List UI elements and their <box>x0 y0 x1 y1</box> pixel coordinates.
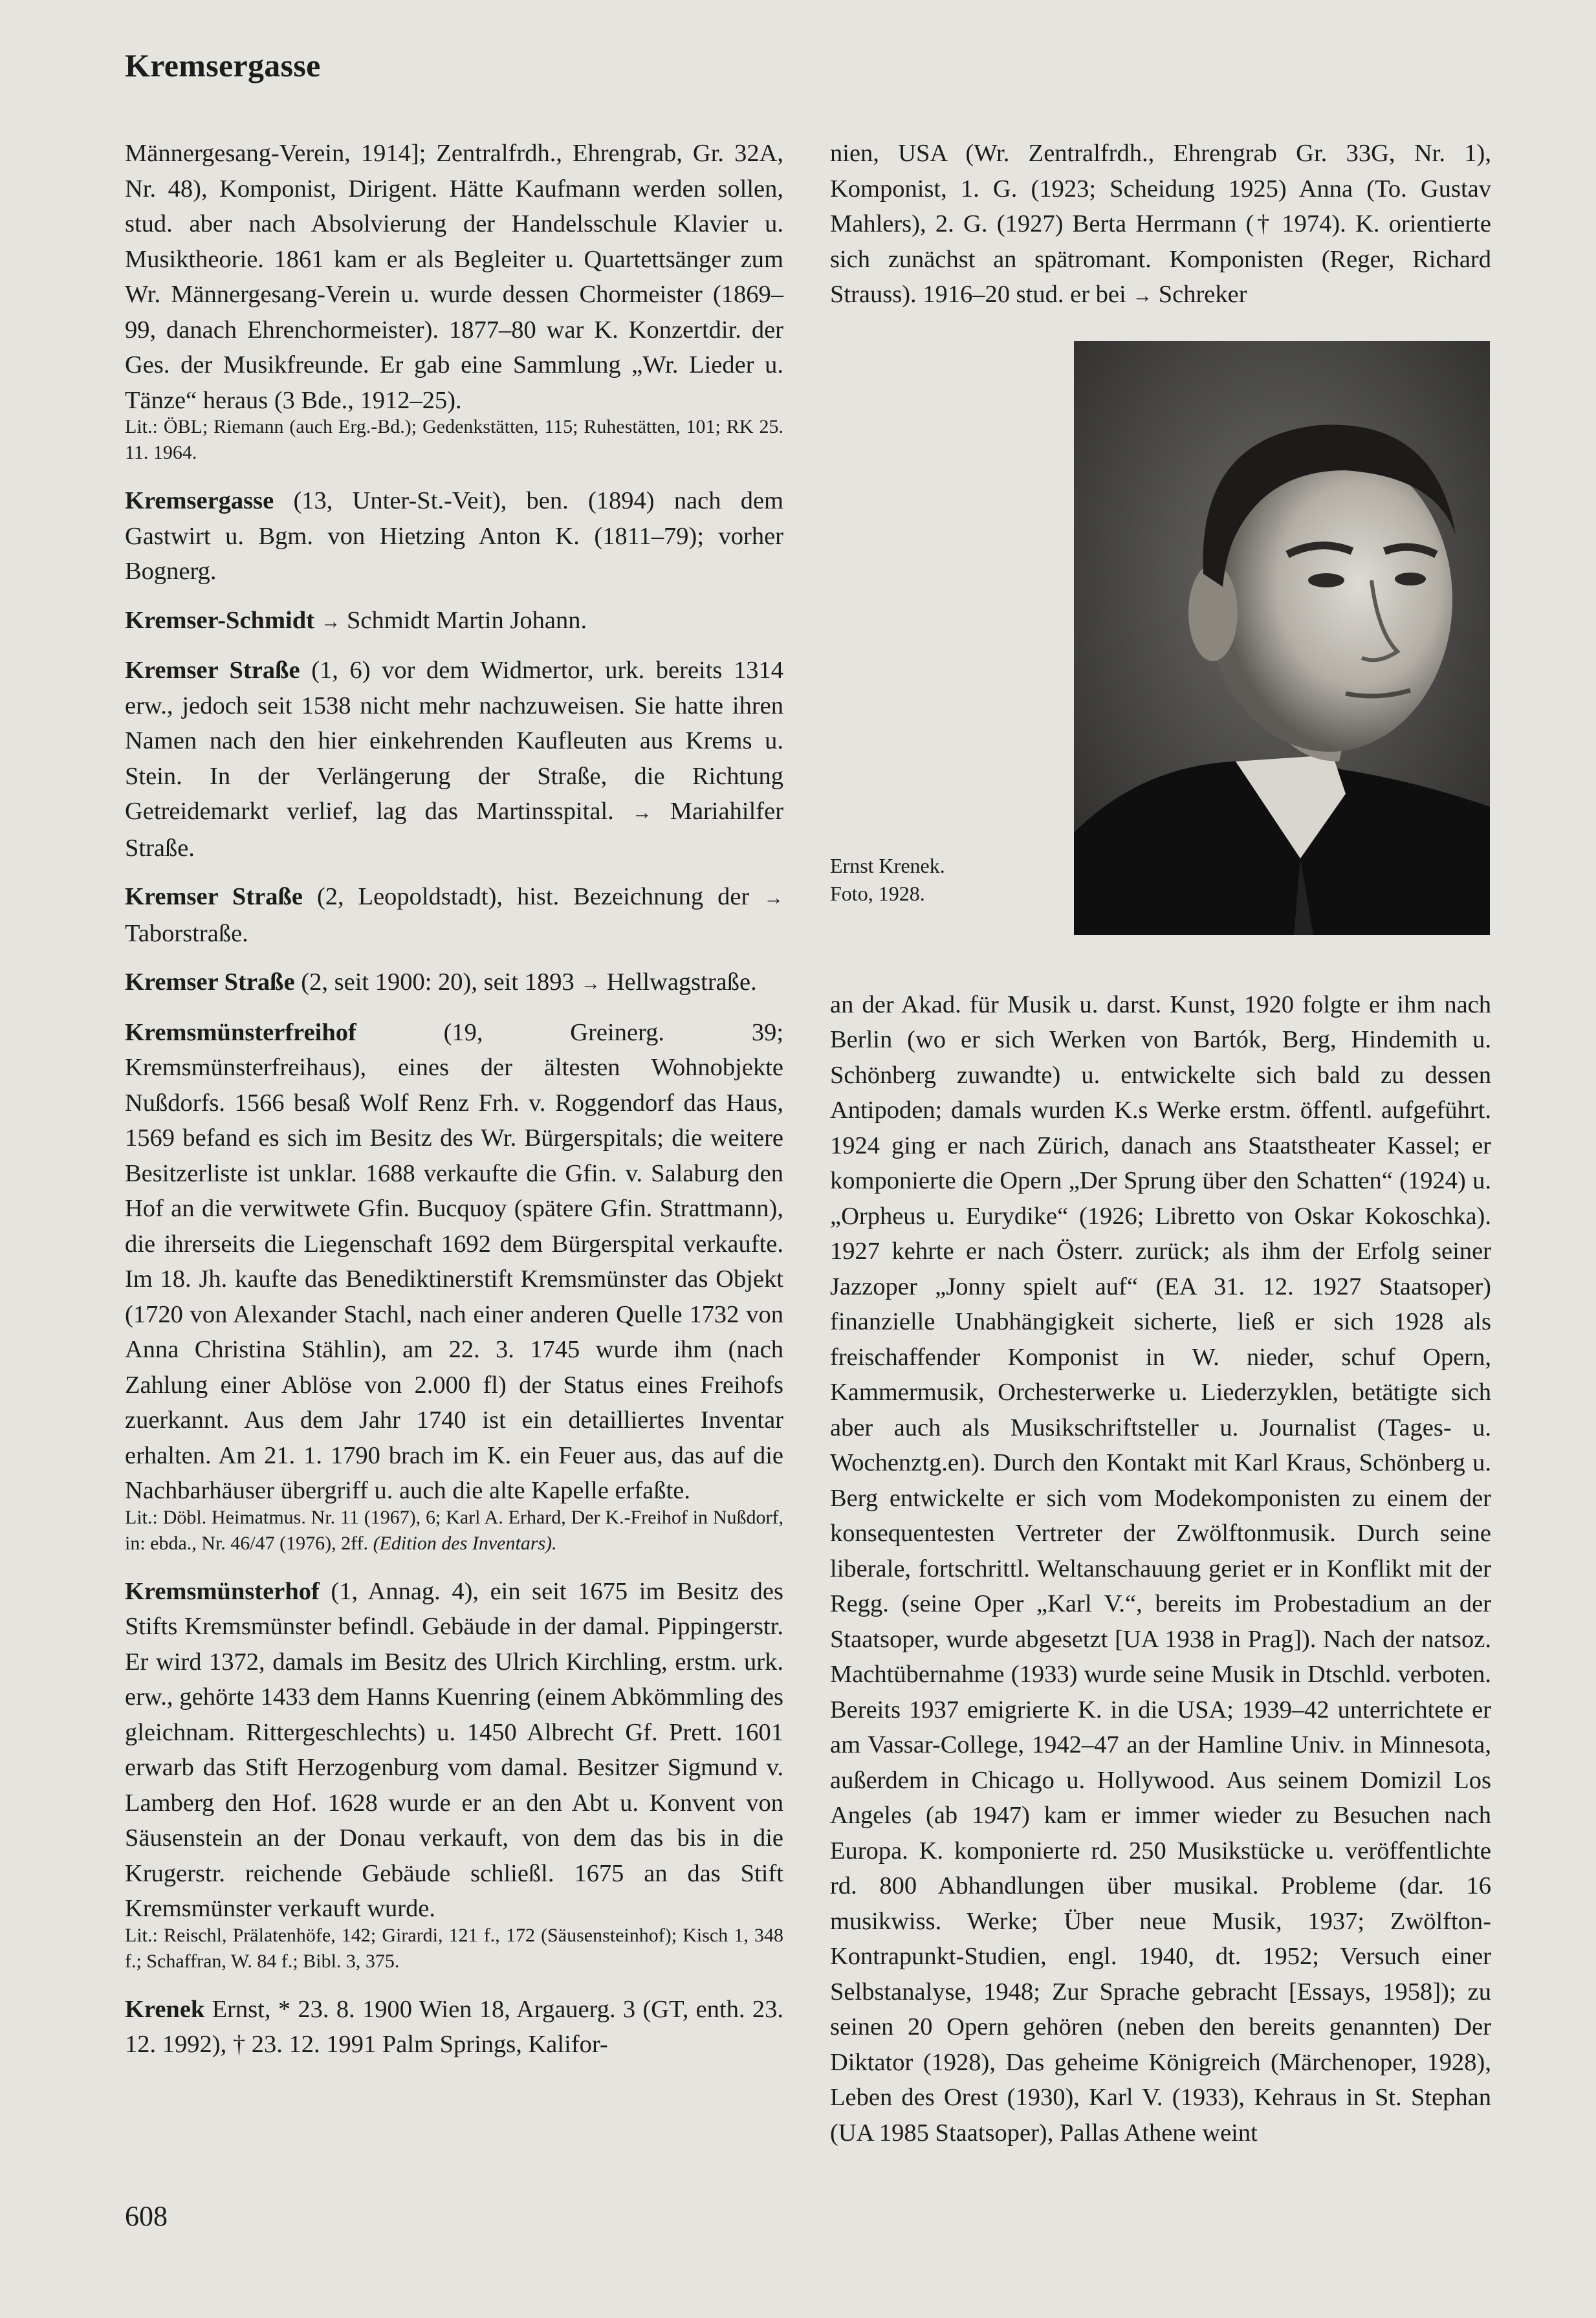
headword: Kremser Straße <box>125 968 295 996</box>
entry-continuation: Männergesang-Verein, 1914]; Zentralfrdh., Ehrengrab, Gr. 32A, Nr. 48), Komponist, Dirigent. Hätte Kaufmann werden sollen, stud. aber nach Absolvierung der Handelsschule Klavier u. Musiktheorie. 1861 kam er als Begleiter u. Quartettsänger zum Wr. Männergesang-Verein u. wurde dessen Chormeister (1869–99, danach Ehrenchormeister). 1877–80 war K. Konzertdir. der Ges. der Musikfreunde. Er gab eine Sammlung „Wr. Lieder u. Tänze“ heraus (3 Bde., 1912–25). <box>125 140 783 414</box>
cross-reference: Schreker <box>1158 281 1247 308</box>
headword: Kremsmünsterhof <box>125 1577 320 1605</box>
entry: Kremsmünsterhof (1, Annag. 4), ein seit 1675 im Besitz des Stifts Kremsmünster befindl. Gebäude in der damal. Pippingerstr. Er wird 1372, damals im Besitz des Ulrich Kirchling, erstm. urk. erw., gehörte 1433 dem Hanns Kuenring (einem Abkömmling des gleichnam. Rittergeschlechts) u. 1450 Albrecht Gf. Prett. 1601 erwarb das Stift Herzogenburg vom damal. Besitzer Sigmund v. Lamberg den Hof. 1628 wurde er an den Abt u. Konvent von Säusenstein an der Donau verkauft, von dem das bis in die Krugerstr. reichende Gebäude schließl. 1675 an das Stift Kremsmünster verkauft wurde. <box>125 1577 783 1922</box>
cross-reference-arrow-icon: → <box>631 802 652 824</box>
cross-reference-arrow-icon: → <box>1132 285 1153 307</box>
literature-note: Lit.: Döbl. Heimatmus. Nr. 11 (1967), 6; Karl A. Erhard, Der K.-Freihof in Nußdorf, in: ebda., Nr. 46/47 (1976), 2ff. (Edition des Inventars). <box>125 1506 784 1554</box>
entry-continuation: an der Akad. für Musik u. darst. Kunst, 1920 folgte er ihm nach Berlin (wo er sich Werken von Bartók, Berg, Hindemith u. Schönberg zuwandte) u. entwickelte sich bald zu dessen Antipoden; damals wurden K.s Werke erstm. öffentl. aufgeführt. 1924 ging er nach Zürich, danach ans Staatstheater Kassel; er komponierte die Opern „Der Sprung über den Schatten“ (1924) u. „Orpheus u. Eurydike“ (1926; Libretto von Oskar Kokoschka). 1927 kehrte er nach Österr. zurück; als ihm der Erfolg seiner Jazzoper „Jonny spielt auf“ (EA 31. 12. 1927 Staatsoper) finanzielle Unabhängigkeit sicherte, ließ er sich 1928 als freischaffender Komponist in W. nieder, schuf Opern, Kammermusik, Orchesterwerke u. Liederzyklen, betätigte sich aber auch als Musikschriftsteller u. Journalist (Tages- u. Wochenztg.en). Durch den Kontakt mit Karl Kraus, Schönberg u. Berg entwickelte er sich vom Modekomponisten zu einem der konsequentesten Vertreter der Zwölftonmusik. Durch seine liberale, fortschrittl. Weltanschauung geriet er in Konflikt mit der Regg. (seine Oper „Karl V.“, bereits im Probestadium an der Staatsoper, wurde abgesetzt [UA 1938 in Prag]). Nach der natsoz. Machtübernahme (1933) wurde seine Musik in Dtschld. verboten. Bereits 1937 emigrierte K. in die USA; 1939–42 unterrichtete er am Vassar-College, 1942–47 an der Hamline Univ. in Minnesota, außerdem in Chicago u. Hollywood. Aus seinem Domizil Los Angeles (ab 1947) kam er immer wieder zu Besuchen nach Europa. K. komponierte rd. 250 Musikstücke u. veröffentlichte rd. 800 Abhandlungen über musikal. Probleme (dar. 16 musikwiss. Werke; Über neue Musik, 1937; Zwölfton-Kontrapunkt-Studien, engl. 1940, dt. 1952; Versuch einer Selbstanalyse, 1948; Zur Sprache gebracht [Essays, 1958]); zu seinen 20 Opern gehören (neben den bereits genannten) Der Diktator (1928), Das geheime Königreich (Märchenoper, 1928), Leben des Orest (1930), Karl V. (1933), Kehraus in St. Stephan (UA 1985 Staatsoper), Pallas Athene weint <box>830 990 1491 2147</box>
portrait-illustration <box>1074 341 1490 935</box>
entry: Krenek Ernst, * 23. 8. 1900 Wien 18, Argauerg. 3 (GT, enth. 23. 12. 1992), † 23. 12. 1991 Palm Springs, Kalifor- <box>125 1995 784 2058</box>
headword: Kremser-Schmidt <box>125 606 314 634</box>
headword: Kremsmünsterfreihof <box>125 1018 356 1046</box>
entry: Kremser Straße (1, 6) vor dem Widmertor, urk. bereits 1314 erw., jedoch seit 1538 nicht mehr nachzuweisen. Sie hatte ihren Namen nach den hier einkehrenden Kaufleuten aus Krems u. Stein. In der Verlängerung der Straße, die Richtung Getreidemarkt verlief, lag das Martinsspital. → Mariahilfer Straße. <box>125 657 784 862</box>
cross-reference-arrow-icon: → <box>763 887 784 909</box>
headword: Kremser Straße <box>125 883 303 910</box>
entry-continuation: nien, USA (Wr. Zentralfrdh., Ehrengrab Gr. 33G, Nr. 1), Komponist, 1. G. (1923; Scheidung 1925) Anna (To. Gustav Mahlers), 2. G. (1927) Berta Herrmann († 1974). K. orientierte sich zunächst an spätromant. Komponisten (Reger, Richard Strauss). 1916–20 stud. er bei → Schreker <box>830 140 1491 308</box>
headword: Kremsergasse <box>125 487 274 514</box>
entry: Kremser Straße (2, seit 1900: 20), seit 1893 → Hellwagstraße. <box>125 968 757 996</box>
page-number: 608 <box>125 2200 168 2232</box>
entry: Kremsergasse (13, Unter-St.-Veit), ben. (1894) nach dem Gastwirt u. Bgm. von Hietzing Anton K. (1811–79); vorher Bognerg. <box>125 487 783 585</box>
literature-note: Lit.: ÖBL; Riemann (auch Erg.-Bd.); Gedenkstätten, 115; Ruhestätten, 101; RK 25. 11. 1964. <box>125 416 783 463</box>
headword: Kremser Straße <box>125 657 300 684</box>
cross-reference: Mariahilfer Straße. <box>125 798 784 862</box>
entry: Kremser Straße (2, Leopoldstadt), hist. Bezeichnung der → Taborstraße. <box>125 883 784 947</box>
running-head: Kremsergasse <box>125 47 321 83</box>
cross-reference-arrow-icon: → <box>580 972 601 994</box>
literature-note: Lit.: Reischl, Prälatenhöfe, 142; Girardi, 121 f., 172 (Säusensteinhof); Kisch 1, 348 f.; Schaffran, W. 84 f.; Bibl. 3, 375. <box>125 1924 784 1972</box>
headword: Krenek <box>125 1995 205 2023</box>
entry: Kremsmünsterfreihof (19, Greinerg. 39; Kremsmünsterfreihaus), eines der ältesten Wohnobjekte Nußdorfs. 1566 besaß Wolf Renz Frh. v. Roggendorf das Haus, 1569 befand es sich im Besitz des Wr. Bürgerspitals; die weitere Besitzerliste ist unklar. 1688 verkaufte die Gfin. v. Salaburg den Hof an die verwitwete Gfin. Bucquoy (spätere Gfin. Strattmann), die ihrerseits die Liegenschaft 1692 dem Bürgerspital verkaufte. Im 18. Jh. kaufte das Benediktinerstift Kremsmünster das Objekt (1720 von Alexander Stachl, nach einer anderen Quelle 1732 von Anna Christina Stählin), am 22. 3. 1745 wurde ihm (nach Zahlung einer Ablöse von 2.000 fl) der Status eines Freihofs zuerkannt. Aus dem Jahr 1740 ist ein detailliertes Inventar erhalten. Am 21. 1. 1790 brach im K. ein Feuer aus, das auf die Nachbarhäuser übergriff u. auch die alte Kapelle erfaßte. <box>125 1018 784 1504</box>
left-column <box>125 136 783 2076</box>
cross-reference: Taborstraße. <box>125 919 248 947</box>
entry: Kremser-Schmidt → Schmidt Martin Johann. <box>125 606 587 634</box>
cross-reference: Hellwagstraße. <box>606 968 757 996</box>
cross-reference-arrow-icon: → <box>320 610 341 633</box>
portrait-photo <box>1074 341 1490 935</box>
photo-caption: Ernst Krenek. Foto, 1928. <box>830 853 945 905</box>
